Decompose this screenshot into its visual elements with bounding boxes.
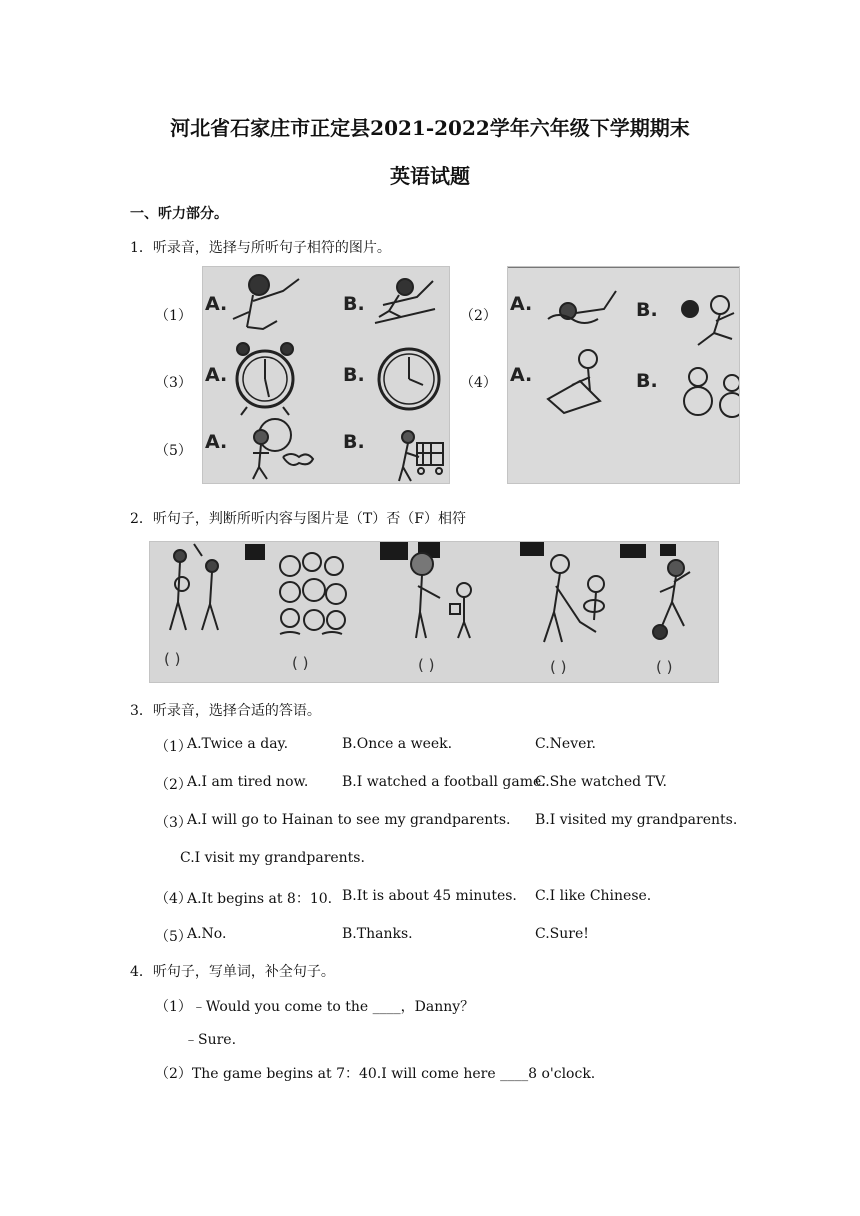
q1-left-image [202,266,450,484]
q3-row-2-option-b: B.I watched a football game. [342,774,546,790]
q3-row-1-num: （1） [155,739,192,755]
question-3-prompt: 3．听录音，选择合适的答语。 [130,703,321,719]
q1-right-image [507,266,740,484]
q1-item-5-number: （5） [155,443,192,459]
q3-row-5-option-c: C.Sure! [535,926,589,942]
q3-row-2-num: （2） [155,777,192,793]
question-2-prompt: 2．听句子，判断所听内容与图片是（T）否（F）相符 [130,511,466,527]
q3-row-1-option-b: B.Once a week. [342,736,453,752]
q1-right-drawings [508,267,739,483]
q2-answer-3[interactable]: ( ) [418,656,435,674]
q3-row-3-option-c: C.I visit my grandparents. [180,850,365,866]
q1-1-option-a: A. [205,293,228,315]
q5-option-b: B. [343,431,365,453]
q3-row-4-option-b: B.It is about 45 minutes. [342,888,517,904]
q5-option-a: A. [205,431,228,453]
q2-option-b: B. [636,299,658,321]
q4-sentence-1-reply: ﹣Sure. [184,1032,237,1048]
q4-sentence-1: （1）﹣Would you come to the ____，Danny？ [155,999,475,1015]
section-heading: 一、听力部分。 [130,206,228,222]
q3-row-2-option-c: C.She watched TV. [535,774,667,790]
q3-option-a: A. [205,364,228,386]
q2-option-a: A. [510,293,533,315]
q3-option-b: B. [343,364,365,386]
q3-row-4-option-c: C.I like Chinese. [535,888,652,904]
q1-item-1-number: （1） [155,308,192,324]
document-subtitle: 英语试题 [390,164,470,188]
q2-answer-5[interactable]: ( ) [656,658,673,676]
q4-option-a: A. [510,364,533,386]
q3-row-3-option-b: B.I visited my grandparents. [535,812,738,828]
q4-option-b: B. [636,370,658,392]
q3-row-3-option-a: A.I will go to Hainan to see my grandparents. [187,812,511,828]
q3-row-2-option-a: A.I am tired now. [187,774,309,790]
q3-row-5-option-b: B.Thanks. [342,926,413,942]
q2-answer-2[interactable]: ( ) [292,654,309,672]
q2-answer-4[interactable]: ( ) [550,658,567,676]
q2-picture-strip [149,541,719,683]
q3-row-1-option-c: C.Never. [535,736,596,752]
q4-sentence-2: （2）The game begins at 7：40.I will come here ____8 o'clock. [155,1066,596,1082]
question-1-prompt: 1．听录音，选择与所听句子相符的图片。 [130,240,391,256]
q3-row-3-num: （3） [155,815,192,831]
q3-row-1-option-a: A.Twice a day. [187,736,289,752]
q1-item-4-number: （4） [460,375,497,391]
question-4-prompt: 4．听句子，写单词，补全句子。 [130,964,335,980]
q1-1-option-b: B. [343,293,365,315]
q3-row-4-num: （4） [155,891,192,907]
document-title: 河北省石家庄市正定县2021-2022学年六年级下学期期末 [170,116,690,140]
q3-row-5-option-a: A.No. [187,926,227,942]
q1-item-3-number: （3） [155,375,192,391]
q1-item-2-number: （2） [460,308,497,324]
q3-row-5-num: （5） [155,929,192,945]
q1-left-drawings [203,267,449,483]
q2-answer-1[interactable]: ( ) [164,650,181,668]
q3-row-4-option-a: A.It begins at 8：10. [187,891,333,907]
